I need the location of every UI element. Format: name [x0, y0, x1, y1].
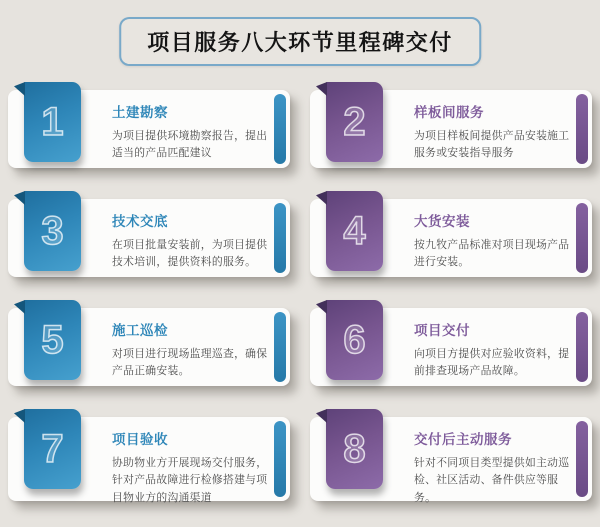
card-description: 向项目方提供对应验收资料，提前排查现场产品故障。 — [414, 348, 570, 378]
card-title: 技术交底 — [112, 214, 168, 229]
card-title: 施工巡检 — [112, 323, 168, 338]
card-content — [112, 428, 274, 507]
card-title: 土建勘察 — [112, 105, 168, 120]
step-ribbon — [24, 191, 81, 271]
step-ribbon — [326, 409, 383, 489]
accent-edge-bar — [576, 94, 588, 164]
accent-edge-bar — [274, 421, 286, 497]
accent-edge-bar — [274, 203, 286, 273]
card-title: 项目验收 — [112, 432, 168, 447]
step-ribbon — [24, 409, 81, 489]
step-number: 3 — [41, 209, 64, 253]
cards-grid — [8, 90, 592, 504]
step-ribbon — [326, 300, 383, 380]
milestone-card-2 — [310, 90, 592, 168]
card-description: 为项目提供环境勘察报告，提出适当的产品匹配建议 — [112, 130, 268, 160]
card-title: 项目交付 — [414, 323, 470, 338]
step-ribbon — [326, 191, 383, 271]
ribbon-fold — [316, 191, 327, 205]
ribbon-fold — [316, 409, 327, 423]
card-content — [414, 319, 576, 381]
accent-edge-bar — [576, 312, 588, 382]
card-description: 为项目样板间提供产品安装施工服务或安装指导服务 — [414, 130, 570, 160]
card-description: 按九牧产品标准对项目现场产品进行安装。 — [414, 239, 570, 269]
ribbon-fold — [316, 82, 327, 96]
card-description: 协助物业方开展现场交付服务，针对产品故障进行检修搭建与项目物业方的沟通渠道 — [112, 457, 268, 504]
step-ribbon — [24, 300, 81, 380]
ribbon-fold — [316, 300, 327, 314]
milestone-card-4 — [310, 199, 592, 277]
card-content — [414, 428, 576, 507]
ribbon-fold — [14, 191, 25, 205]
ribbon-fold — [14, 82, 25, 96]
card-content — [112, 319, 274, 381]
step-ribbon — [326, 82, 383, 162]
card-content — [112, 101, 274, 163]
step-number: 5 — [41, 318, 64, 362]
card-title: 交付后主动服务 — [414, 432, 512, 447]
milestone-card-5 — [8, 308, 290, 386]
milestone-card-1 — [8, 90, 290, 168]
card-title: 样板间服务 — [414, 105, 484, 120]
step-number: 1 — [41, 100, 64, 144]
card-description: 对项目进行现场监理巡查，确保产品正确安装。 — [112, 348, 268, 378]
accent-edge-bar — [576, 421, 588, 497]
accent-edge-bar — [274, 94, 286, 164]
ribbon-fold — [14, 409, 25, 423]
page-title: 项目服务八大环节里程碑交付 — [147, 30, 453, 55]
milestone-card-8 — [310, 417, 592, 504]
step-number: 7 — [41, 427, 64, 471]
card-content — [414, 101, 576, 163]
step-number: 6 — [343, 318, 366, 362]
card-content — [112, 210, 274, 272]
accent-edge-bar — [274, 312, 286, 382]
card-description: 针对不同项目类型提供如主动巡检、社区活动、备件供应等服务。 — [414, 457, 570, 504]
accent-edge-bar — [576, 203, 588, 273]
step-ribbon — [24, 82, 81, 162]
milestone-card-6 — [310, 308, 592, 386]
title-box — [119, 17, 481, 66]
milestone-card-3 — [8, 199, 290, 277]
step-number: 4 — [343, 209, 366, 253]
step-number: 2 — [343, 100, 366, 144]
card-content — [414, 210, 576, 272]
milestone-card-7 — [8, 417, 290, 504]
card-description: 在项目批量安装前，为项目提供技术培训，提供资料的服务。 — [112, 239, 268, 269]
card-title: 大货安装 — [414, 214, 470, 229]
step-number: 8 — [343, 427, 366, 471]
ribbon-fold — [14, 300, 25, 314]
